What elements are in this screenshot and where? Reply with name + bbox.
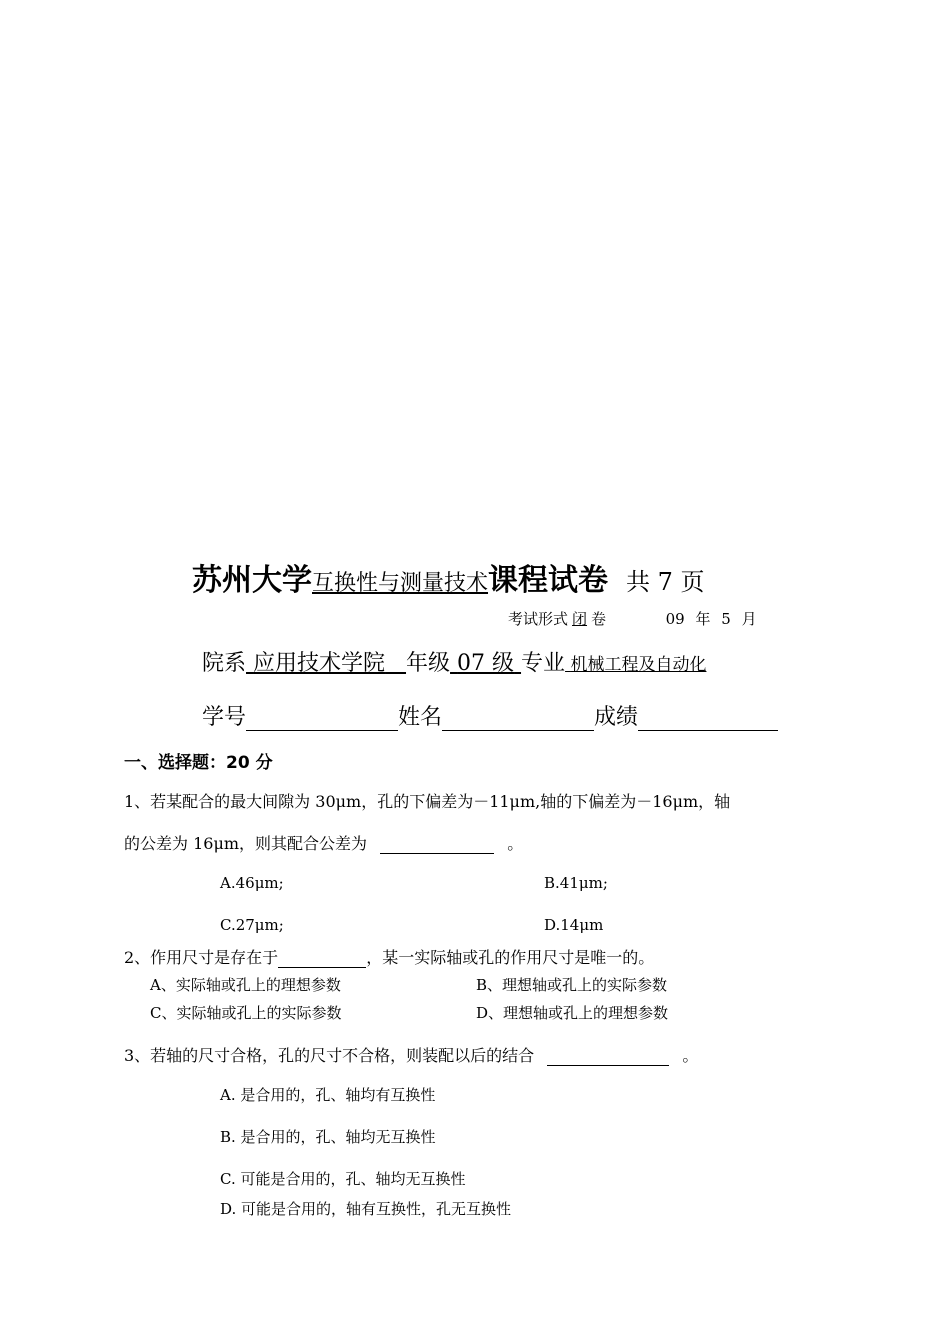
q2-option-d[interactable]: D、理想轴或孔上的理想参数 [476, 1004, 669, 1022]
q1-option-a[interactable]: A.46μm; [220, 874, 284, 892]
q2-answer-blank[interactable] [278, 949, 366, 968]
score-label: 成绩 [594, 705, 639, 730]
exam-title [192, 555, 705, 599]
q3-answer-blank[interactable] [547, 1047, 669, 1066]
course-name: 互换性与测量技术 [312, 571, 489, 596]
major-label: 专业 [521, 651, 566, 676]
dept-value: 应用技术学院 [253, 651, 386, 676]
exam-year: 09 [665, 610, 685, 628]
q2-text: 2、作用尺寸是存在于 ，某一实际轴或孔的作用尺寸是唯一的。 [124, 948, 655, 967]
major-value: 机械工程及自动化 [570, 655, 707, 675]
q1-line1: 1、若某配合的最大间隙为 30μm，孔的下偏差为－11μm,轴的下偏差为－16μm，轴 [124, 792, 731, 811]
exam-meta [508, 608, 757, 629]
exam-form-label: 考试形式 [508, 610, 569, 628]
q1-option-c[interactable]: C.27μm; [220, 916, 284, 934]
q1-option-d[interactable]: D.14μm [544, 916, 604, 934]
exam-month: 5 [721, 610, 731, 628]
q1-option-b[interactable]: B.41μm; [544, 874, 608, 892]
q3-option-a[interactable]: A. 是合用的，孔、轴均有互换性 [220, 1086, 436, 1104]
year-unit: 年 [695, 610, 711, 628]
page-count: 共 7 页 [626, 568, 705, 596]
student-info-row-1 [202, 646, 706, 677]
q3-option-d[interactable]: D. 可能是合用的，轴有互换性，孔无互换性 [220, 1200, 512, 1218]
q2-option-b[interactable]: B、理想轴或孔上的实际参数 [476, 976, 668, 994]
q1-line2: 的公差为 16μm，则其配合公差为 。 [124, 834, 524, 853]
q3-option-c[interactable]: C. 可能是合用的，孔、轴均无互换性 [220, 1170, 466, 1188]
q2-option-a[interactable]: A、实际轴或孔上的理想参数 [150, 976, 341, 994]
name-blank[interactable] [442, 708, 594, 731]
id-blank[interactable] [246, 708, 398, 731]
student-info-row-2 [202, 700, 778, 731]
name-label: 姓名 [398, 705, 443, 730]
month-unit: 月 [741, 610, 757, 628]
exam-form-value: 闭 [572, 610, 588, 628]
dept-label: 院系 [202, 651, 247, 676]
grade-value: 07 级 [457, 651, 515, 676]
q1-answer-blank[interactable] [380, 835, 494, 854]
q3-option-b[interactable]: B. 是合用的，孔、轴均无互换性 [220, 1128, 436, 1146]
grade-label: 年级 [406, 651, 451, 676]
exam-form-suffix: 卷 [591, 610, 607, 628]
section-heading: 一、选择题：20 分 [124, 753, 273, 773]
id-label: 学号 [202, 705, 247, 730]
q3-text: 3、若轴的尺寸合格，孔的尺寸不合格，则装配以后的结合 。 [124, 1046, 699, 1065]
paper-type: 课程试卷 [488, 563, 609, 598]
university-name: 苏州大学 [192, 563, 312, 598]
q2-option-c[interactable]: C、实际轴或孔上的实际参数 [150, 1004, 342, 1022]
score-blank[interactable] [638, 708, 778, 731]
